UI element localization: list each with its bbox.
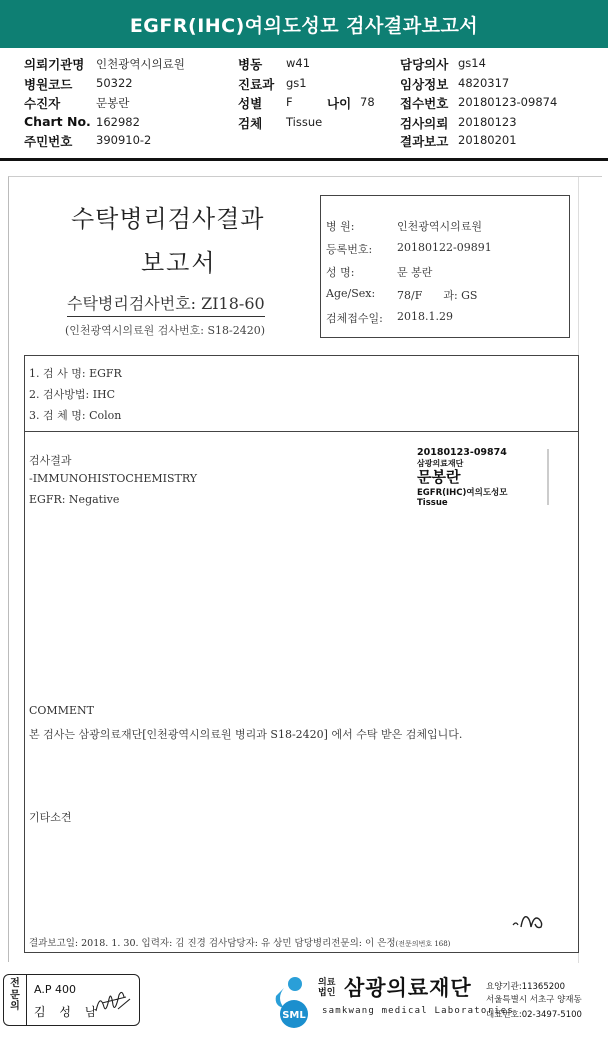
info-value: 4820317 [458, 76, 510, 90]
info-label: 진료과 [238, 77, 275, 92]
specialist-name: 김 성 남 [34, 1005, 102, 1019]
info-value: 20180123 [458, 115, 517, 129]
specialist-signature [92, 989, 136, 1019]
info-label: 검사의뢰 [400, 116, 449, 131]
result-value: EGFR: Negative [29, 493, 120, 506]
info-label: 접수번호 [400, 96, 449, 111]
ap-code: A.P 400 [34, 983, 76, 996]
stamp-accession: 20180123-09874 [417, 447, 507, 458]
info-label: 주민번호 [24, 134, 73, 149]
info-label: 수진자 [24, 96, 61, 111]
patient-box-label: 병 원: [326, 220, 355, 233]
stamp-test: EGFR(IHC)여의도성모 [417, 488, 508, 498]
logo-text: SML [282, 1010, 306, 1021]
sml-logo-icon [272, 976, 318, 1030]
age-label: 나이 [327, 96, 352, 111]
patient-box-label: 검체접수일: [326, 312, 383, 325]
report-footer [0, 968, 608, 1040]
footer-license: (전문의번호 168) [395, 940, 451, 948]
report-footer-line [29, 935, 450, 949]
specialist-box [3, 974, 140, 1026]
patient-box-label: 등록번호: [326, 243, 373, 256]
meta-test-method: 2. 검사방법: IHC [29, 388, 116, 401]
info-value: 390910-2 [96, 133, 152, 147]
patient-box-value: 문 봉란 [397, 266, 433, 279]
age-value: 78 [360, 95, 375, 109]
patient-info-header [0, 52, 608, 156]
result-method: -IMMUNOHISTOCHEMISTRY [29, 472, 198, 485]
info-value: gs1 [286, 76, 307, 90]
specialist-vertical-label: 전문의 [10, 978, 20, 1012]
comment-heading: COMMENT [29, 704, 94, 717]
info-label: 담당의사 [400, 57, 449, 72]
contact-line: 서울특별시 서초구 양재동 [486, 995, 582, 1005]
info-value: 문봉란 [96, 96, 130, 110]
info-label: 병동 [238, 57, 263, 72]
info-label: 병원코드 [24, 77, 73, 92]
info-value: 50322 [96, 76, 133, 90]
patient-box-label: Age/Sex: [326, 287, 376, 300]
result-heading: 검사결과 [29, 454, 72, 467]
info-value: 인천광역시의료원 [96, 57, 185, 71]
brand-prefix: 의료 법인 [318, 978, 336, 998]
report-title: EGFR(IHC)여의도성모 검사결과보고서 [129, 15, 479, 37]
meta-divider [24, 431, 579, 432]
other-findings-heading: 기타소견 [29, 811, 72, 824]
contact-line: 요양기관:11365200 [486, 982, 565, 992]
comment-text: 본 검사는 삼광의료재단[인천광역시의료원 병리과 S18-2420] 에서 수탁 받은 검체입니다. [29, 728, 463, 741]
scanned-report-image [8, 176, 602, 962]
info-value: Tissue [286, 115, 323, 129]
info-label: 임상정보 [400, 77, 449, 92]
pathologist-signature [507, 901, 567, 933]
patient-box-value: 인천광역시의료원 [397, 220, 483, 233]
patient-box-value: 20180122-09891 [397, 241, 492, 254]
patient-box [320, 195, 570, 338]
specialist-divider [26, 975, 27, 1025]
patient-box-value: 78/F 과: GS [397, 289, 478, 302]
info-value: w41 [286, 56, 311, 70]
contact-line: 대표번호:02-3497-5100 [486, 1010, 582, 1020]
exam-number-sub: (인천광역시의료원 검사번호: S18-2420) [65, 324, 266, 337]
specimen-label-stamp [417, 447, 557, 508]
exam-number: 수탁병리검사번호: ZI18-60 [67, 291, 265, 317]
patient-box-label: 성 명: [326, 266, 355, 279]
stamp-org: 삼광의료재단 [417, 459, 464, 468]
info-label: 결과보고 [400, 134, 449, 149]
info-value: F [286, 95, 293, 109]
info-value: 20180201 [458, 133, 517, 147]
info-value: gs14 [458, 56, 486, 70]
document-title-line2: 보고서 [141, 249, 217, 277]
stamp-specimen: Tissue [417, 498, 448, 508]
meta-specimen: 3. 검 체 명: Colon [29, 409, 122, 422]
stamp-name: 문봉란 [417, 468, 461, 486]
meta-test-name: 1. 검 사 명: EGFR [29, 367, 122, 380]
patient-box-value: 2018.1.29 [397, 310, 453, 323]
info-value: 20180123-09874 [458, 95, 558, 109]
info-label: 성별 [238, 96, 263, 111]
info-value: 162982 [96, 115, 140, 129]
document-title-line1: 수탁병리검사결과 [71, 205, 265, 233]
info-label: 검체 [238, 116, 263, 131]
brand-english: samkwang medical Laboratories [322, 1006, 514, 1016]
brand-name: 삼광의료재단 [344, 976, 472, 1000]
info-label: Chart No. [24, 114, 91, 129]
header-divider [0, 158, 608, 161]
footer-main: 결과보고일: 2018. 1. 30. 입력자: 김 진경 검사담당자: 유 상민 담당병리전문의: 이 은정 [29, 938, 396, 949]
report-body-frame [24, 355, 579, 953]
stamp-edge [547, 449, 549, 505]
report-title-bar [0, 0, 608, 48]
info-label: 의뢰기관명 [24, 57, 85, 72]
